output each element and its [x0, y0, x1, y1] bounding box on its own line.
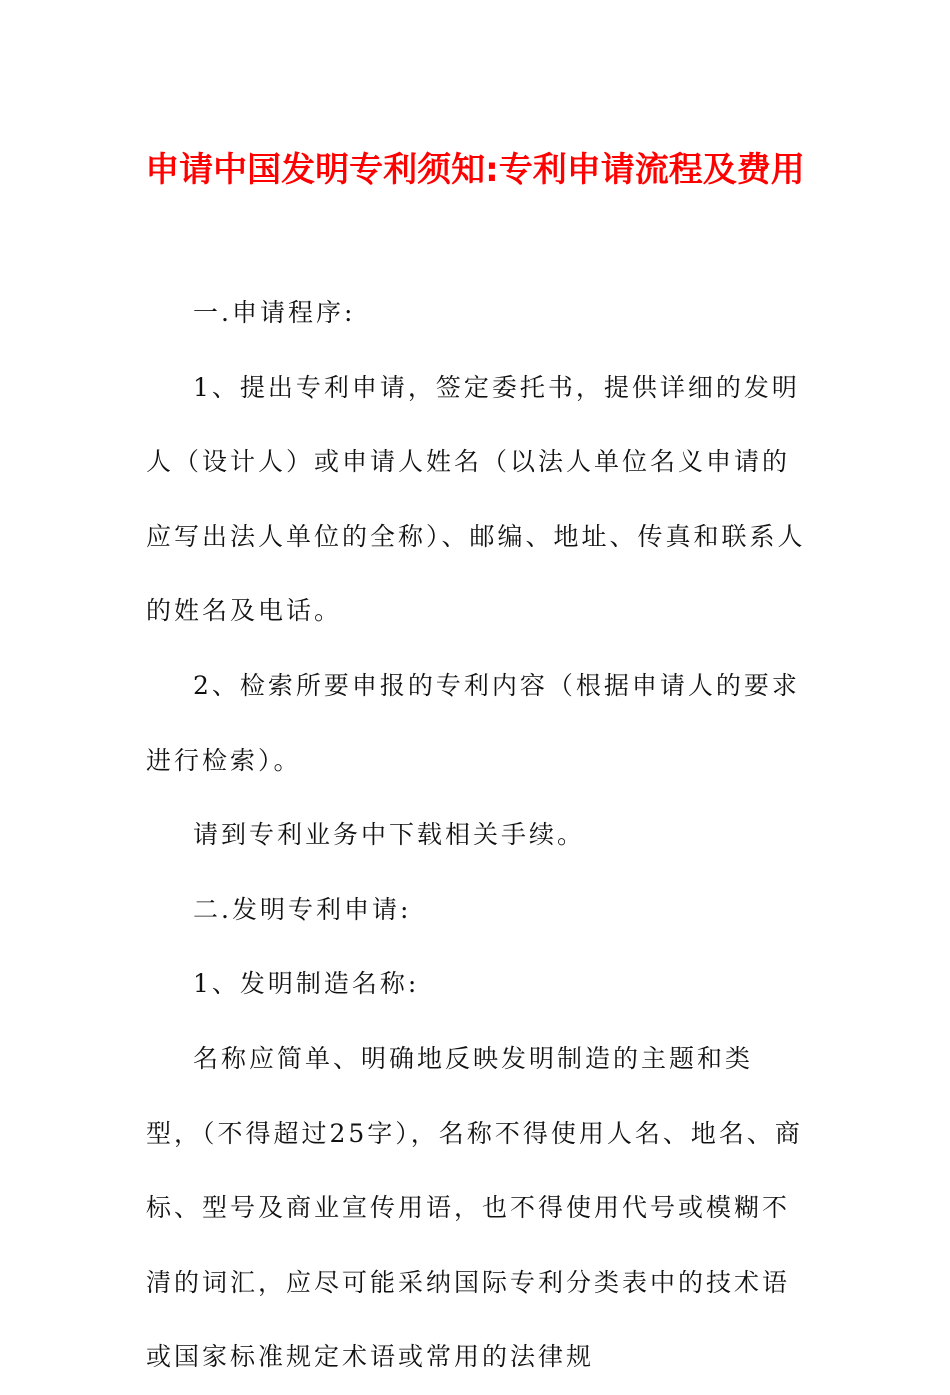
section-heading-invention-patent: 二.发明专利申请: — [193, 894, 412, 924]
paragraph-invention-name-rules: 名称应简单、明确地反映发明制造的主题和类型，（不得超过25字），名称不得使用人名、地名、商标、型号及商业宣传用语，也不得使用代号或模糊不清的词汇，应尽可能采纳国际专利分类表中的技术语或国家标准规定术语或常用的法律规 — [146, 1043, 803, 1372]
paragraph-download-forms: 请到专利业务中下载相关手续。 — [193, 820, 586, 850]
paragraph-search-content: 2、检索所要申报的专利内容（根据申请人的要求进行检索）。 — [146, 670, 800, 775]
section-heading-application-procedure: 一.申请程序: — [193, 298, 356, 327]
document-title: 申请中国发明专利须知:专利申请流程及费用 — [145, 150, 805, 190]
paragraph-invention-name-heading: 1、发明制造名称: — [193, 969, 420, 999]
paragraph-submit-application: 1、提出专利申请，签定委托书，提供详细的发明人（设计人）或申请人姓名（以法人单位名义申请的应写出法人单位的全称）、邮编、地址、传真和联系人的姓名及电话。 — [146, 372, 806, 626]
document-body — [146, 276, 806, 1395]
